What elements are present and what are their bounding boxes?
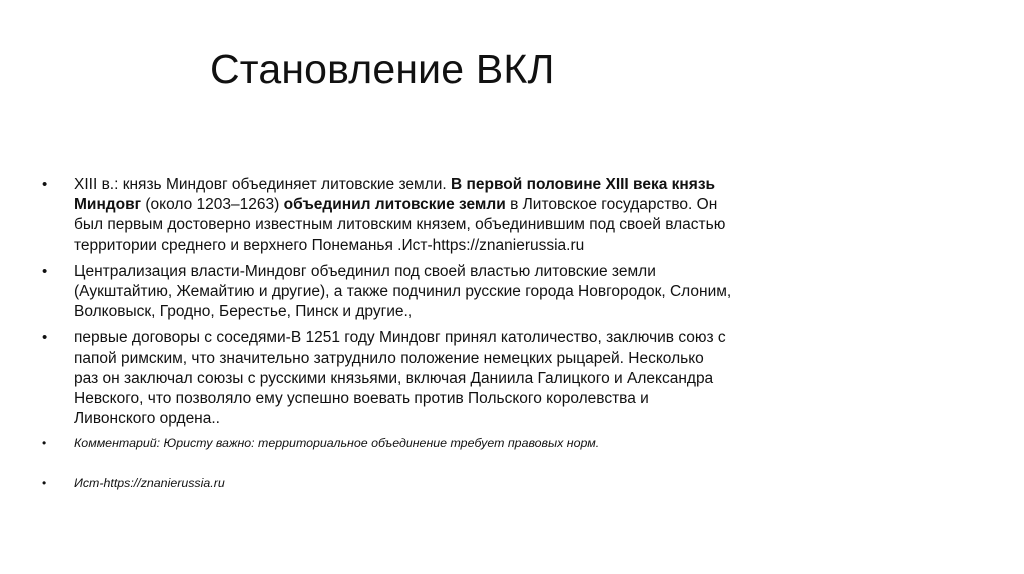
- bullet-icon: •: [42, 329, 48, 347]
- list-item-text: Ист-https://znanierussia.ru: [74, 476, 225, 491]
- list-item-centralization: [42, 262, 732, 323]
- list-item-source: [42, 475, 732, 491]
- list-item-text: Комментарий: Юристу важно: территориальное объединение требует правовых норм.: [74, 436, 600, 451]
- list-item-comment: [42, 435, 732, 451]
- text-segment: в Литовское государство. Он был первым достоверно известным литовским князем, объединившим под своей властью территории среднего и верхнего Понеманья .Ист-https://znanierussia.ru: [74, 196, 726, 254]
- list-item-mindovg-unification: [42, 175, 732, 256]
- bullet-icon: •: [42, 176, 48, 193]
- list-item-treaties: [42, 328, 732, 429]
- list-item-text: Централизация власти-Миндовг объединил под своей властью литовские земли (Аукштайтию, Жемайтию и другие), а также подчинил русские города Новгородок, Слоним, Волковыск, Гродно, Берестье, Пинск и другие.,: [74, 262, 732, 321]
- bold-text-segment: В первой половине XIII века князь Миндовг: [74, 176, 716, 214]
- bullet-icon: •: [42, 436, 47, 451]
- bullet-icon: •: [42, 476, 47, 491]
- text-segment: XIII в.: князь Миндовг объединяет литовские земли.: [74, 176, 451, 193]
- text-segment: (около 1203–1263): [141, 196, 284, 214]
- bullet-icon: •: [42, 262, 48, 280]
- list-item-text: первые договоры с соседями-В 1251 году Миндовг принял католичество, заключив союз с папой римским, что значительно затруднило положение немецких рыцарей. Несколько раз он заключал союзы с русскими князьями, включая Даниила Галицкого и Александра Невского, что позволяло ему успешно воевать против Польского королевства и Ливонского ордена..: [74, 329, 726, 428]
- bullet-list: [42, 175, 732, 491]
- slide-title: Становление ВКЛ: [210, 46, 555, 92]
- bold-text-segment: объединил литовские земли: [283, 196, 506, 214]
